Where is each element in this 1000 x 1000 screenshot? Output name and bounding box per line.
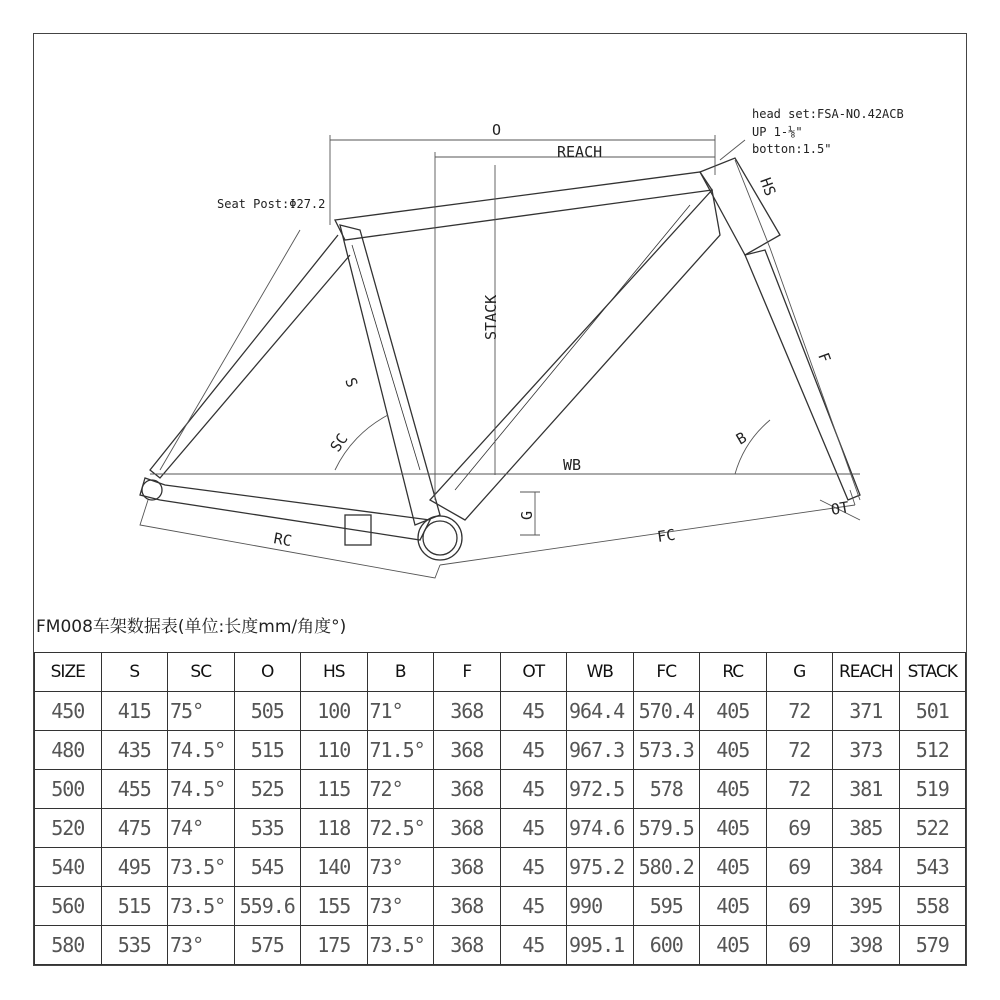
geometry-table [34, 652, 966, 965]
label-ot: OT [829, 498, 851, 519]
table-row [35, 692, 966, 731]
label-b: B [733, 428, 750, 449]
cell-fc: 573.3 [633, 731, 700, 770]
cell-fc: 595 [633, 887, 700, 926]
label-fc: FC [656, 525, 677, 546]
column-header-reach: REACH [833, 653, 900, 692]
cell-wb: 990 [567, 887, 634, 926]
cell-ot: 45 [500, 887, 567, 926]
cell-g: 69 [766, 926, 833, 965]
label-s: S [341, 375, 362, 390]
label-g: G [518, 510, 536, 520]
cell-hs: 115 [301, 770, 368, 809]
headset-note: head set:FSA-NO.42ACB [752, 107, 904, 121]
label-rc: RC [272, 529, 294, 551]
cell-b: 73° [367, 887, 434, 926]
headset-bottom-note: botton:1.5" [752, 142, 832, 156]
label-hs: HS [756, 175, 780, 199]
cell-rc: 405 [700, 887, 767, 926]
column-header-o: O [234, 653, 301, 692]
cell-f: 368 [434, 887, 501, 926]
cell-hs: 100 [301, 692, 368, 731]
table-header-row [35, 653, 966, 692]
cell-rc: 405 [700, 731, 767, 770]
cell-stack: 522 [899, 809, 966, 848]
cell-reach: 371 [833, 692, 900, 731]
headset-up-note: UP 1-⅛" [752, 125, 803, 139]
cell-size: 450 [35, 692, 102, 731]
cell-ot: 45 [500, 770, 567, 809]
label-o: O [492, 121, 502, 139]
cell-g: 72 [766, 731, 833, 770]
cell-hs: 140 [301, 848, 368, 887]
cell-reach: 385 [833, 809, 900, 848]
label-reach: REACH [557, 143, 603, 161]
cell-rc: 405 [700, 770, 767, 809]
cell-wb: 975.2 [567, 848, 634, 887]
table-row [35, 926, 966, 965]
cell-sc: 75° [168, 692, 235, 731]
cell-o: 575 [234, 926, 301, 965]
cell-sc: 74.5° [168, 770, 235, 809]
cell-reach: 381 [833, 770, 900, 809]
cell-ot: 45 [500, 809, 567, 848]
label-sc: SC [326, 430, 352, 456]
cell-ot: 45 [500, 692, 567, 731]
cell-fc: 578 [633, 770, 700, 809]
label-stack: STACK [482, 294, 500, 340]
column-header-sc: SC [168, 653, 235, 692]
cell-sc: 73.5° [168, 887, 235, 926]
cell-o: 545 [234, 848, 301, 887]
cell-b: 72° [367, 770, 434, 809]
cell-s: 455 [101, 770, 168, 809]
cell-f: 368 [434, 809, 501, 848]
cell-sc: 73° [168, 926, 235, 965]
cell-s: 535 [101, 926, 168, 965]
table-row [35, 770, 966, 809]
cell-b: 71.5° [367, 731, 434, 770]
cell-rc: 405 [700, 926, 767, 965]
cell-fc: 579.5 [633, 809, 700, 848]
cell-b: 72.5° [367, 809, 434, 848]
table-row [35, 809, 966, 848]
cell-sc: 73.5° [168, 848, 235, 887]
table-title: FM008车架数据表(单位:长度mm/角度°) [36, 617, 347, 637]
cell-wb: 995.1 [567, 926, 634, 965]
cell-rc: 405 [700, 809, 767, 848]
column-header-hs: HS [301, 653, 368, 692]
cell-o: 559.6 [234, 887, 301, 926]
cell-reach: 373 [833, 731, 900, 770]
cell-stack: 579 [899, 926, 966, 965]
cell-size: 580 [35, 926, 102, 965]
cell-b: 73.5° [367, 926, 434, 965]
table-row [35, 731, 966, 770]
column-header-rc: RC [700, 653, 767, 692]
cell-b: 71° [367, 692, 434, 731]
cell-f: 368 [434, 731, 501, 770]
cell-stack: 519 [899, 770, 966, 809]
table-row [35, 887, 966, 926]
cell-fc: 570.4 [633, 692, 700, 731]
cell-g: 69 [766, 809, 833, 848]
column-header-b: B [367, 653, 434, 692]
cell-stack: 543 [899, 848, 966, 887]
cell-f: 368 [434, 770, 501, 809]
cell-o: 505 [234, 692, 301, 731]
cell-rc: 405 [700, 848, 767, 887]
cell-g: 72 [766, 770, 833, 809]
cell-size: 560 [35, 887, 102, 926]
cell-size: 520 [35, 809, 102, 848]
cell-fc: 580.2 [633, 848, 700, 887]
cell-reach: 395 [833, 887, 900, 926]
cell-stack: 501 [899, 692, 966, 731]
column-header-f: F [434, 653, 501, 692]
bike-frame [140, 158, 860, 560]
cell-size: 480 [35, 731, 102, 770]
cell-size: 540 [35, 848, 102, 887]
cell-ot: 45 [500, 731, 567, 770]
cell-b: 73° [367, 848, 434, 887]
cell-hs: 155 [301, 887, 368, 926]
cell-wb: 972.5 [567, 770, 634, 809]
cell-size: 500 [35, 770, 102, 809]
column-header-g: G [766, 653, 833, 692]
cell-fc: 600 [633, 926, 700, 965]
cell-s: 435 [101, 731, 168, 770]
cell-wb: 974.6 [567, 809, 634, 848]
cell-reach: 384 [833, 848, 900, 887]
seat-post-note: Seat Post:Φ27.2 [217, 197, 326, 211]
table-row [35, 848, 966, 887]
cell-wb: 964.4 [567, 692, 634, 731]
cell-stack: 512 [899, 731, 966, 770]
cell-g: 69 [766, 848, 833, 887]
cell-o: 525 [234, 770, 301, 809]
column-header-stack: STACK [899, 653, 966, 692]
cell-hs: 110 [301, 731, 368, 770]
cell-s: 515 [101, 887, 168, 926]
cell-wb: 967.3 [567, 731, 634, 770]
cell-o: 535 [234, 809, 301, 848]
cell-hs: 118 [301, 809, 368, 848]
cell-hs: 175 [301, 926, 368, 965]
cell-f: 368 [434, 926, 501, 965]
cell-rc: 405 [700, 692, 767, 731]
cell-s: 415 [101, 692, 168, 731]
column-header-fc: FC [633, 653, 700, 692]
cell-stack: 558 [899, 887, 966, 926]
cell-g: 69 [766, 887, 833, 926]
column-header-size: SIZE [35, 653, 102, 692]
cell-s: 495 [101, 848, 168, 887]
cell-ot: 45 [500, 848, 567, 887]
cell-sc: 74° [168, 809, 235, 848]
cell-o: 515 [234, 731, 301, 770]
label-wb: WB [563, 456, 582, 474]
cell-f: 368 [434, 692, 501, 731]
column-header-wb: WB [567, 653, 634, 692]
cell-sc: 74.5° [168, 731, 235, 770]
cell-f: 368 [434, 848, 501, 887]
column-header-ot: OT [500, 653, 567, 692]
label-f: F [814, 350, 835, 365]
cell-reach: 398 [833, 926, 900, 965]
frame-geometry-drawing [33, 33, 967, 603]
cell-g: 72 [766, 692, 833, 731]
cell-s: 475 [101, 809, 168, 848]
cell-ot: 45 [500, 926, 567, 965]
column-header-s: S [101, 653, 168, 692]
